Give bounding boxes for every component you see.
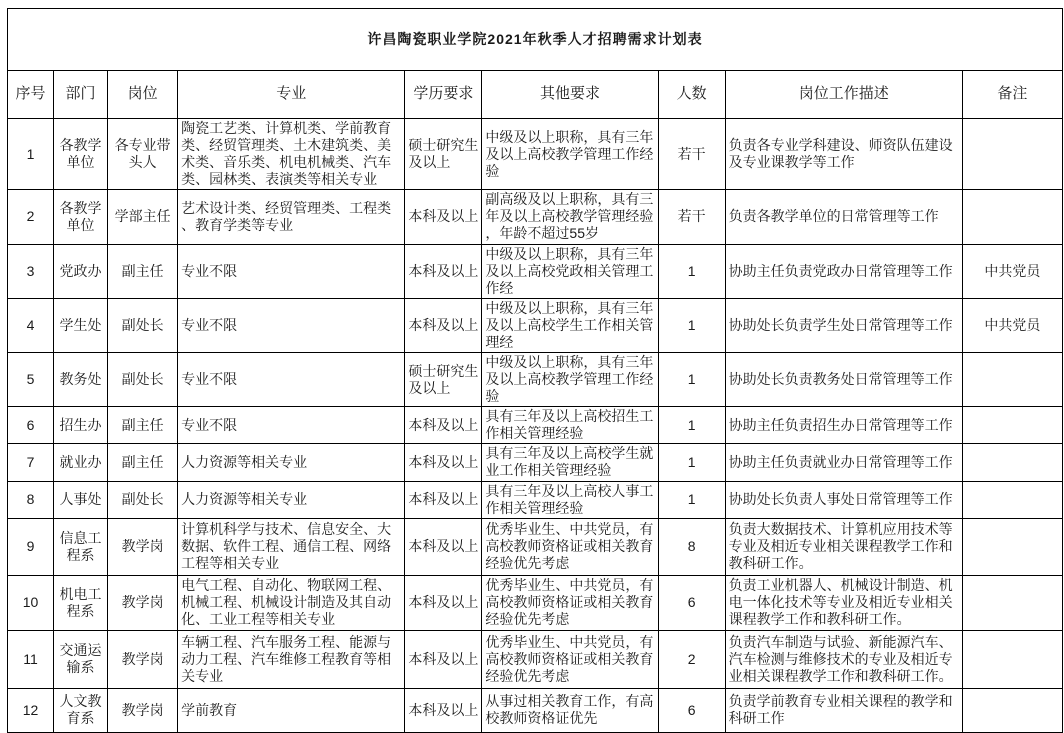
cell-count: 1 (658, 481, 725, 518)
cell-no: 6 (8, 407, 54, 444)
cell-no: 7 (8, 444, 54, 481)
cell-job-description: 负责汽车制造与试验、新能源汽车、汽车检测与维修技术的专业及相近专业相关课程教学工作和教科研工作。 (725, 630, 962, 688)
cell-position: 教学岗 (108, 630, 178, 688)
cell-count: 1 (658, 444, 725, 481)
cell-major: 电气工程、自动化、物联网工程、机械工程、机械设计制造及其自动化、工业工程等相关专业 (178, 575, 405, 630)
cell-no: 12 (8, 688, 54, 732)
cell-count: 1 (658, 244, 725, 298)
cell-other-requirements: 具有三年及以上高校学生就业工作相关管理经验 (482, 444, 658, 481)
cell-other-requirements: 从事过相关教育工作，有高校教师资格证优先 (482, 688, 658, 732)
cell-remarks (962, 190, 1062, 244)
cell-major: 艺术设计类、经贸管理类、工程类、教育学类等专业 (178, 190, 405, 244)
column-header-count: 人数 (658, 71, 725, 119)
cell-department: 人事处 (54, 481, 108, 518)
cell-remarks (962, 630, 1062, 688)
cell-position: 副处长 (108, 481, 178, 518)
cell-no: 1 (8, 119, 54, 190)
cell-remarks (962, 481, 1062, 518)
cell-major: 人力资源等相关专业 (178, 481, 405, 518)
cell-no: 8 (8, 481, 54, 518)
cell-education: 本科及以上 (405, 298, 482, 352)
cell-education: 硕士研究生及以上 (405, 119, 482, 190)
cell-department: 人文教育系 (54, 688, 108, 732)
cell-other-requirements: 副高级及以上职称，具有三年及以上高校教学管理经验，年龄不超过55岁 (482, 190, 658, 244)
cell-other-requirements: 中级及以上职称，具有三年及以上高校学生工作相关管理经 (482, 298, 658, 352)
cell-position: 副处长 (108, 353, 178, 407)
cell-no: 3 (8, 244, 54, 298)
cell-major: 学前教育 (178, 688, 405, 732)
table-row (8, 518, 1063, 575)
column-header-remarks: 备注 (962, 71, 1062, 119)
table-row (8, 244, 1063, 298)
cell-count: 1 (658, 353, 725, 407)
table-title: 许昌陶瓷职业学院2021年秋季人才招聘需求计划表 (8, 9, 1063, 71)
cell-remarks (962, 407, 1062, 444)
table-row (8, 353, 1063, 407)
cell-department: 学生处 (54, 298, 108, 352)
recruitment-table (7, 8, 1063, 733)
column-header-education: 学历要求 (405, 71, 482, 119)
cell-other-requirements: 中级及以上职称，具有三年及以上高校党政相关管理工作经 (482, 244, 658, 298)
cell-major: 陶瓷工艺类、计算机类、学前教育类、经贸管理类、土木建筑类、美术类、音乐类、机电机械类、汽车类、园林类、表演类等相关专业 (178, 119, 405, 190)
table-row (8, 481, 1063, 518)
cell-education: 本科及以上 (405, 630, 482, 688)
table-body (8, 119, 1063, 733)
column-header-job-description: 岗位工作描述 (725, 71, 962, 119)
cell-job-description: 负责各专业学科建设、师资队伍建设及专业课教学等工作 (725, 119, 962, 190)
cell-major: 专业不限 (178, 298, 405, 352)
cell-major: 专业不限 (178, 244, 405, 298)
cell-no: 4 (8, 298, 54, 352)
cell-department: 信息工程系 (54, 518, 108, 575)
column-header-other-requirements: 其他要求 (482, 71, 658, 119)
cell-job-description: 协助处长负责学生处日常管理等工作 (725, 298, 962, 352)
cell-major: 专业不限 (178, 353, 405, 407)
cell-department: 教务处 (54, 353, 108, 407)
cell-remarks (962, 119, 1062, 190)
cell-department: 各教学单位 (54, 190, 108, 244)
cell-job-description: 负责大数据技术、计算机应用技术等专业及相近专业相关课程教学工作和教科研工作。 (725, 518, 962, 575)
cell-remarks (962, 353, 1062, 407)
cell-no: 5 (8, 353, 54, 407)
column-header-major: 专业 (178, 71, 405, 119)
cell-education: 本科及以上 (405, 244, 482, 298)
title-row (8, 9, 1063, 71)
cell-job-description: 协助主任负责招生办日常管理等工作 (725, 407, 962, 444)
cell-position: 副主任 (108, 244, 178, 298)
column-header-position: 岗位 (108, 71, 178, 119)
cell-position: 副主任 (108, 444, 178, 481)
cell-major: 车辆工程、汽车服务工程、能源与动力工程、汽车维修工程教育等相关专业 (178, 630, 405, 688)
cell-job-description: 负责工业机器人、机械设计制造、机电一体化技术等专业及相近专业相关课程教学工作和教科研工作。 (725, 575, 962, 630)
cell-job-description: 负责学前教育专业相关课程的教学和科研工作 (725, 688, 962, 732)
cell-education: 本科及以上 (405, 688, 482, 732)
cell-remarks: 中共党员 (962, 244, 1062, 298)
cell-remarks (962, 575, 1062, 630)
table-row (8, 407, 1063, 444)
cell-other-requirements: 具有三年及以上高校人事工作相关管理经验 (482, 481, 658, 518)
cell-education: 本科及以上 (405, 518, 482, 575)
cell-count: 8 (658, 518, 725, 575)
cell-education: 本科及以上 (405, 407, 482, 444)
cell-no: 11 (8, 630, 54, 688)
cell-education: 本科及以上 (405, 190, 482, 244)
cell-job-description: 协助主任负责就业办日常管理等工作 (725, 444, 962, 481)
cell-count: 6 (658, 688, 725, 732)
table-head (8, 9, 1063, 119)
cell-position: 学部主任 (108, 190, 178, 244)
table-row (8, 630, 1063, 688)
cell-department: 就业办 (54, 444, 108, 481)
cell-major: 人力资源等相关专业 (178, 444, 405, 481)
cell-other-requirements: 优秀毕业生、中共党员，有高校教师资格证或相关教育经验优先考虑 (482, 575, 658, 630)
cell-position: 教学岗 (108, 518, 178, 575)
cell-education: 本科及以上 (405, 575, 482, 630)
cell-position: 教学岗 (108, 688, 178, 732)
cell-remarks (962, 444, 1062, 481)
table-row (8, 298, 1063, 352)
cell-department: 招生办 (54, 407, 108, 444)
cell-job-description: 负责各教学单位的日常管理等工作 (725, 190, 962, 244)
cell-position: 教学岗 (108, 575, 178, 630)
cell-count: 6 (658, 575, 725, 630)
cell-job-description: 协助主任负责党政办日常管理等工作 (725, 244, 962, 298)
header-row (8, 71, 1063, 119)
table-row (8, 119, 1063, 190)
table-row (8, 444, 1063, 481)
cell-position: 各专业带头人 (108, 119, 178, 190)
cell-count: 1 (658, 298, 725, 352)
cell-job-description: 协助处长负责教务处日常管理等工作 (725, 353, 962, 407)
column-header-no: 序号 (8, 71, 54, 119)
cell-other-requirements: 中级及以上职称，具有三年及以上高校教学管理工作经验 (482, 119, 658, 190)
cell-position: 副主任 (108, 407, 178, 444)
table-row (8, 190, 1063, 244)
cell-education: 本科及以上 (405, 444, 482, 481)
cell-remarks: 中共党员 (962, 298, 1062, 352)
column-header-department: 部门 (54, 71, 108, 119)
cell-no: 2 (8, 190, 54, 244)
cell-position: 副处长 (108, 298, 178, 352)
cell-remarks (962, 518, 1062, 575)
cell-count: 1 (658, 407, 725, 444)
cell-department: 各教学单位 (54, 119, 108, 190)
cell-department: 机电工程系 (54, 575, 108, 630)
cell-remarks (962, 688, 1062, 732)
cell-other-requirements: 中级及以上职称，具有三年及以上高校教学管理工作经验 (482, 353, 658, 407)
cell-no: 9 (8, 518, 54, 575)
cell-no: 10 (8, 575, 54, 630)
table-row (8, 575, 1063, 630)
cell-other-requirements: 具有三年及以上高校招生工作相关管理经验 (482, 407, 658, 444)
cell-major: 专业不限 (178, 407, 405, 444)
cell-count: 若干 (658, 190, 725, 244)
cell-department: 党政办 (54, 244, 108, 298)
cell-job-description: 协助处长负责人事处日常管理等工作 (725, 481, 962, 518)
cell-count: 2 (658, 630, 725, 688)
cell-education: 本科及以上 (405, 481, 482, 518)
table-row (8, 688, 1063, 732)
cell-other-requirements: 优秀毕业生、中共党员，有高校教师资格证或相关教育经验优先考虑 (482, 630, 658, 688)
cell-department: 交通运输系 (54, 630, 108, 688)
cell-major: 计算机科学与技术、信息安全、大数据、软件工程、通信工程、网络工程等相关专业 (178, 518, 405, 575)
cell-count: 若干 (658, 119, 725, 190)
cell-education: 硕士研究生及以上 (405, 353, 482, 407)
cell-other-requirements: 优秀毕业生、中共党员，有高校教师资格证或相关教育经验优先考虑 (482, 518, 658, 575)
